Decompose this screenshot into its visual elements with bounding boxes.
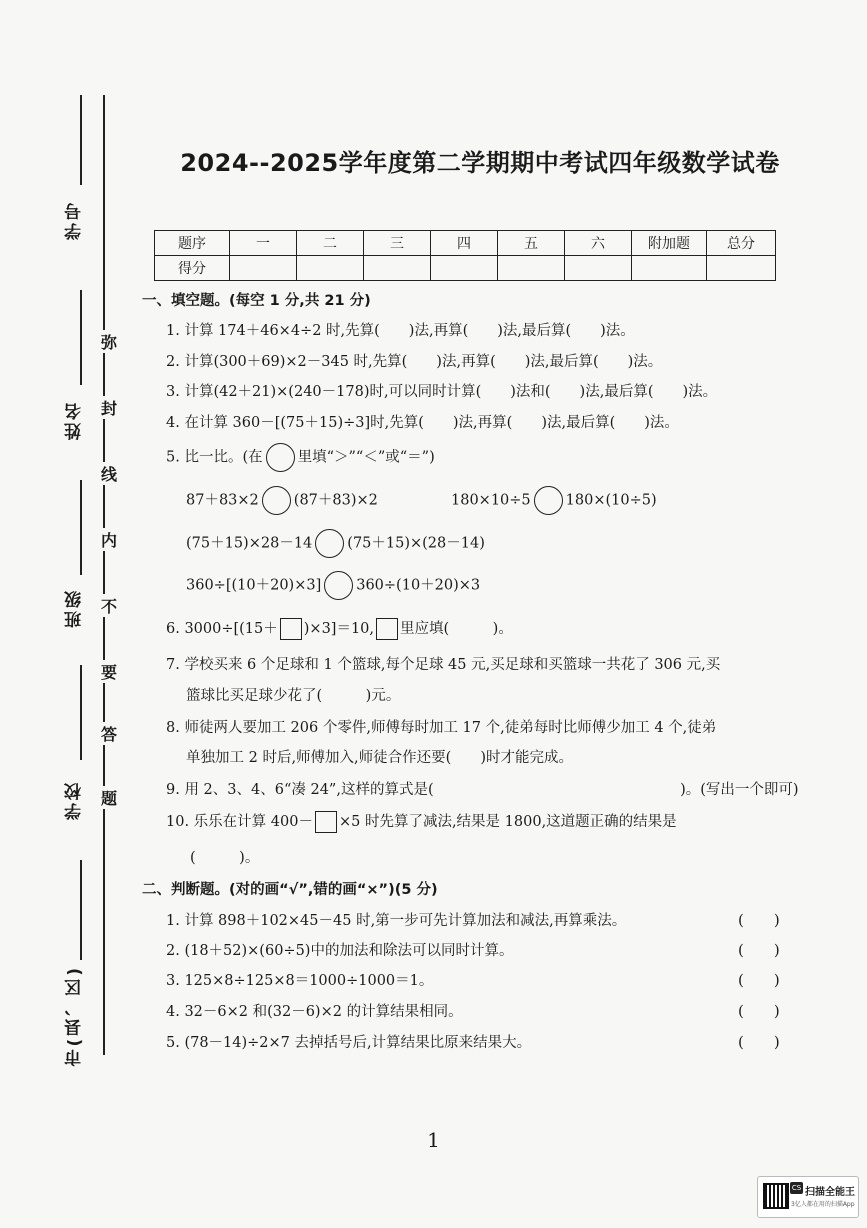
compare-2-left: 180×10÷5: [451, 492, 531, 509]
question-7-line-1: 7. 学校买来 6 个足球和 1 个篮球,每个足球 45 元,买足球和买篮球一共花了 306 元,买: [166, 657, 721, 673]
judgment-answer-4[interactable]: ( ): [738, 1002, 780, 1020]
score-header-cell: 附加题: [632, 231, 707, 256]
question-6: [166, 617, 513, 640]
compare-4-right: 360÷(10＋20)×3: [356, 577, 481, 594]
score-cell[interactable]: [364, 256, 431, 281]
score-header-cell: 四: [431, 231, 498, 256]
compare-circle-3[interactable]: [315, 529, 344, 558]
judgment-answer-5[interactable]: ( ): [738, 1033, 780, 1051]
question-6-text-c: 里应填( )。: [400, 621, 513, 637]
binding-line: [103, 95, 105, 1055]
answer-box-reference: [376, 618, 398, 640]
judgment-answer-1[interactable]: ( ): [738, 911, 780, 929]
student-name-label: 姓名: [65, 400, 85, 440]
section1-heading: 一、填空题。(每空 1 分,共 21 分): [142, 293, 371, 309]
scanner-logo-icon: CS: [791, 1184, 802, 1192]
score-cell[interactable]: [230, 256, 297, 281]
score-table-score-row: [155, 256, 776, 281]
name-underline-5: [80, 860, 82, 960]
question-8-line-1: 8. 师徒两人要加工 206 个零件,师傅每时加工 17 个,徒弟每时比师傅少加工 4 个,徒弟: [166, 720, 717, 736]
class-label: 班级: [65, 588, 85, 628]
seal-char: 内: [98, 528, 120, 551]
page-number: 1: [427, 1128, 440, 1152]
score-header-cell: 六: [565, 231, 632, 256]
seal-char: 题: [98, 786, 120, 809]
compare-row-3: [186, 529, 485, 558]
compare-3-right: (75＋15)×(28－14): [347, 535, 485, 552]
question-5-text-a: 5. 比一比。(在: [166, 449, 263, 466]
judgment-answer-3[interactable]: ( ): [738, 971, 780, 989]
score-header-cell: 二: [297, 231, 364, 256]
compare-circle-example: [266, 443, 295, 472]
score-header-cell: 一: [230, 231, 297, 256]
exam-title: 2024--2025学年度第二学期期中考试四年级数学试卷: [180, 149, 780, 177]
score-table: [154, 230, 776, 281]
seal-char: 弥: [98, 330, 120, 353]
question-3: 3. 计算(42＋21)×(240－178)时,可以同时计算( )法和( )法,最后算( )法。: [166, 384, 718, 400]
question-10-text-b: ×5 时先算了减法,结果是 1800,这道题正确的结果是: [338, 814, 677, 830]
score-cell[interactable]: [431, 256, 498, 281]
judgment-item-1: 1. 计算 898＋102×45－45 时,第一步可先计算加法和减法,再算乘法。: [166, 913, 627, 929]
score-row-label: 得分: [155, 256, 230, 281]
name-underline-3: [80, 480, 82, 575]
school-label: 学校: [65, 780, 85, 820]
qr-code-icon: [763, 1183, 789, 1209]
compare-3-left: (75＋15)×28－14: [186, 535, 313, 552]
question-5: [166, 443, 435, 472]
judgment-item-3: 3. 125×8÷125×8＝1000÷1000＝1。: [166, 973, 434, 989]
compare-circle-4[interactable]: [324, 571, 353, 600]
question-9: 9. 用 2、3、4、6“凑 24”,这样的算式是( )。(写出一个即可): [166, 782, 799, 798]
question-10-text-a: 10. 乐乐在计算 400－: [166, 814, 313, 830]
compare-4-left: 360÷[(10＋20)×3]: [186, 577, 322, 594]
score-cell[interactable]: [297, 256, 364, 281]
question-10-line-2: ( )。: [190, 850, 260, 866]
city-county-label: 市(县、区): [65, 965, 85, 1067]
judgment-item-4: 4. 32－6×2 和(32－6)×2 的计算结果相同。: [166, 1004, 463, 1020]
score-header-cell: 题序: [155, 231, 230, 256]
compare-row-4: [186, 571, 480, 600]
compare-circle-1[interactable]: [262, 486, 291, 515]
score-header-cell: 五: [498, 231, 565, 256]
compare-1-right: (87＋83)×2: [293, 492, 378, 509]
question-10: [166, 810, 677, 833]
compare-row-1: [186, 486, 378, 515]
question-2: 2. 计算(300＋69)×2－345 时,先算( )法,再算( )法,最后算( )法。: [166, 354, 663, 370]
question-5-text-b: 里填“＞”“＜”或“＝”): [297, 449, 435, 466]
seal-char: 封: [98, 396, 120, 419]
answer-box[interactable]: [280, 618, 302, 640]
question-6-text-a: 6. 3000÷[(15＋: [166, 621, 278, 637]
scanner-label: 扫描全能王: [805, 1187, 855, 1198]
judgment-item-2: 2. (18＋52)×(60÷5)中的加法和除法可以同时计算。: [166, 943, 514, 959]
score-header-cell: 总分: [707, 231, 776, 256]
name-underline-2: [80, 290, 82, 385]
name-underline-1: [80, 95, 82, 185]
score-table-header-row: [155, 231, 776, 256]
question-1: 1. 计算 174＋46×4÷2 时,先算( )法,再算( )法,最后算( )法。: [166, 323, 635, 339]
score-cell[interactable]: [707, 256, 776, 281]
question-6-text-b: )×3]＝10,: [303, 621, 375, 637]
question-8-line-2: 单独加工 2 时后,师傅加入,师徒合作还要( )时才能完成。: [186, 750, 573, 766]
score-cell[interactable]: [498, 256, 565, 281]
compare-1-left: 87＋83×2: [186, 492, 259, 509]
seal-char: 线: [98, 462, 120, 485]
question-7-line-2: 篮球比买足球少花了( )元。: [186, 688, 401, 704]
seal-char: 答: [98, 722, 120, 745]
student-id-label: 学号: [65, 200, 85, 240]
seal-char: 要: [98, 660, 120, 683]
score-cell[interactable]: [632, 256, 707, 281]
scanner-sublabel: 3亿人都在用的扫描App: [791, 1201, 855, 1208]
score-header-cell: 三: [364, 231, 431, 256]
compare-row-2: [451, 486, 657, 515]
scanner-watermark: [757, 1176, 859, 1218]
score-cell[interactable]: [565, 256, 632, 281]
question-4: 4. 在计算 360－[(75＋15)÷3]时,先算( )法,再算( )法,最后算( )法。: [166, 415, 679, 431]
judgment-item-5: 5. (78－14)÷2×7 去掉括号后,计算结果比原来结果大。: [166, 1035, 532, 1051]
seal-char: 不: [98, 594, 120, 617]
judgment-answer-2[interactable]: ( ): [738, 941, 780, 959]
section2-heading: 二、判断题。(对的画“√”,错的画“×”)(5 分): [142, 882, 438, 898]
compare-circle-2[interactable]: [534, 486, 563, 515]
name-underline-4: [80, 665, 82, 760]
compare-2-right: 180×(10÷5): [565, 492, 657, 509]
answer-box[interactable]: [315, 811, 337, 833]
